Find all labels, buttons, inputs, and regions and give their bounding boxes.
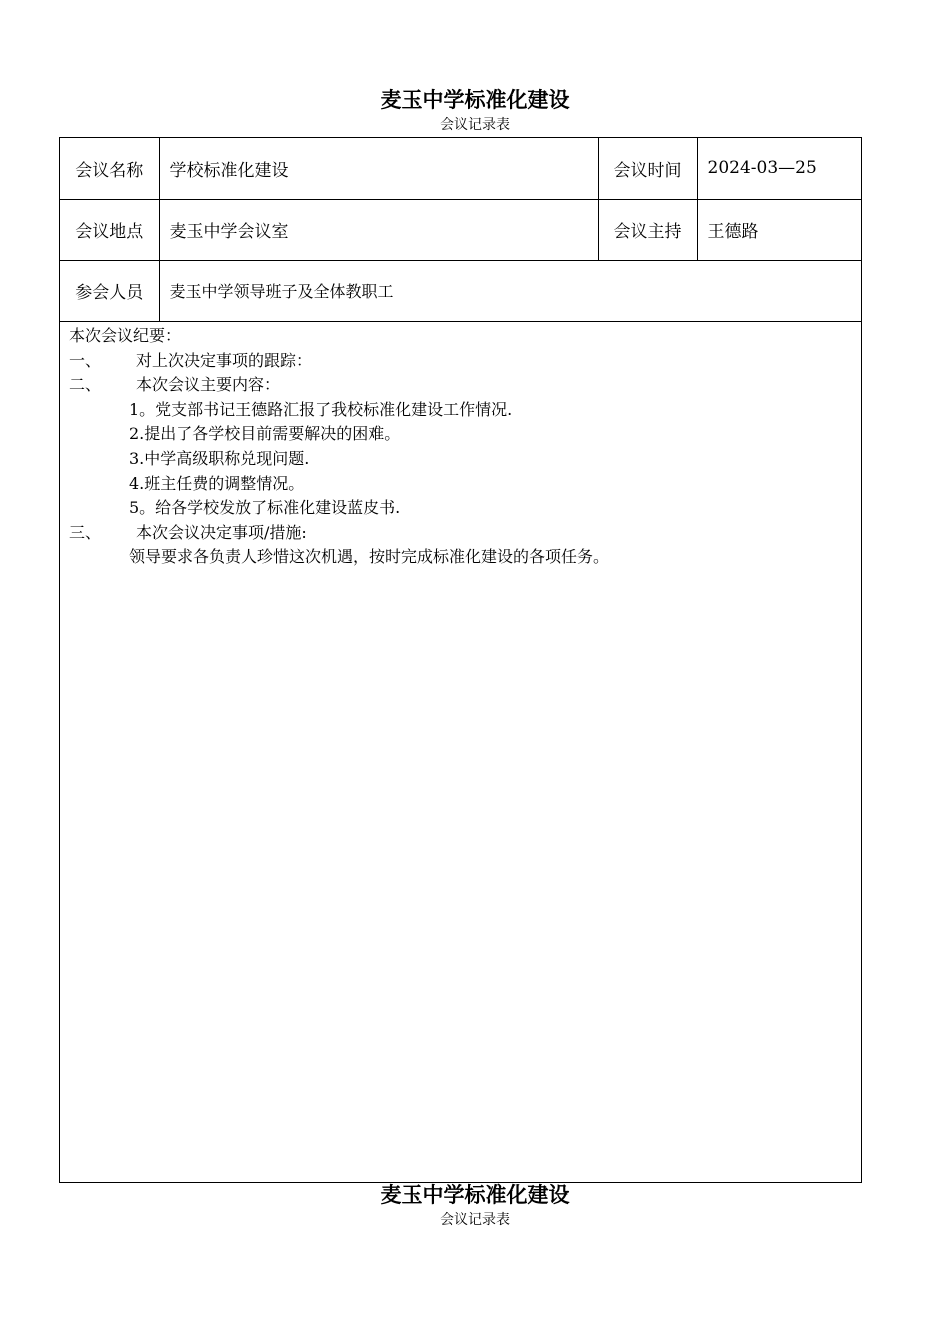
meeting-time-value: 2024-03—25	[697, 138, 861, 199]
list-item: 2.提出了各学校目前需要解决的困难。	[129, 424, 401, 444]
list-item: 5。给各学校发放了标准化建设蓝皮书.	[129, 498, 401, 518]
meeting-location-label: 会议地点	[60, 199, 159, 260]
page-title: 麦玉中学标准化建设	[380, 88, 570, 112]
meeting-host-value: 王德路	[697, 199, 861, 260]
list-item: 4.班主任费的调整情况。	[129, 473, 305, 493]
meeting-name-label: 会议名称	[60, 138, 159, 199]
section-number: 二、	[69, 375, 102, 395]
attendees-value: 麦玉中学领导班子及全体教职工	[159, 260, 861, 321]
section-title: 本次会议决定事项/措施:	[136, 522, 307, 542]
list-item: 1。党支部书记王德路汇报了我校标准化建设工作情况.	[129, 399, 513, 419]
section-title: 本次会议主要内容：	[136, 375, 281, 395]
table-row	[60, 199, 861, 260]
decision-text: 领导要求各负责人珍惜这次机遇，按时完成标准化建设的各项任务。	[129, 547, 610, 567]
meeting-time-label: 会议时间	[598, 138, 697, 199]
table-row	[60, 138, 861, 199]
meeting-minutes	[69, 324, 855, 570]
attendees-label: 参会人员	[60, 260, 159, 321]
minutes-section-1	[69, 349, 855, 374]
meeting-name-value: 学校标准化建设	[159, 138, 598, 199]
minutes-section-3	[69, 521, 855, 546]
meeting-info-table	[60, 138, 861, 322]
meeting-location-value: 麦玉中学会议室	[159, 199, 598, 260]
minutes-section-2	[69, 373, 855, 398]
table-row	[60, 260, 861, 321]
section-number: 一、	[69, 350, 102, 370]
minutes-heading: 本次会议纪要：	[69, 326, 182, 345]
meeting-host-label: 会议主持	[598, 199, 697, 260]
section-title: 对上次决定事项的跟踪：	[136, 350, 313, 370]
section-number: 三、	[69, 522, 102, 542]
footer-title: 麦玉中学标准化建设	[380, 1183, 570, 1207]
list-item: 3.中学高级职称兑现问题.	[129, 448, 310, 468]
meeting-record-form	[59, 137, 862, 1183]
footer-subtitle: 会议记录表	[440, 1212, 510, 1228]
page-subtitle: 会议记录表	[440, 117, 510, 133]
